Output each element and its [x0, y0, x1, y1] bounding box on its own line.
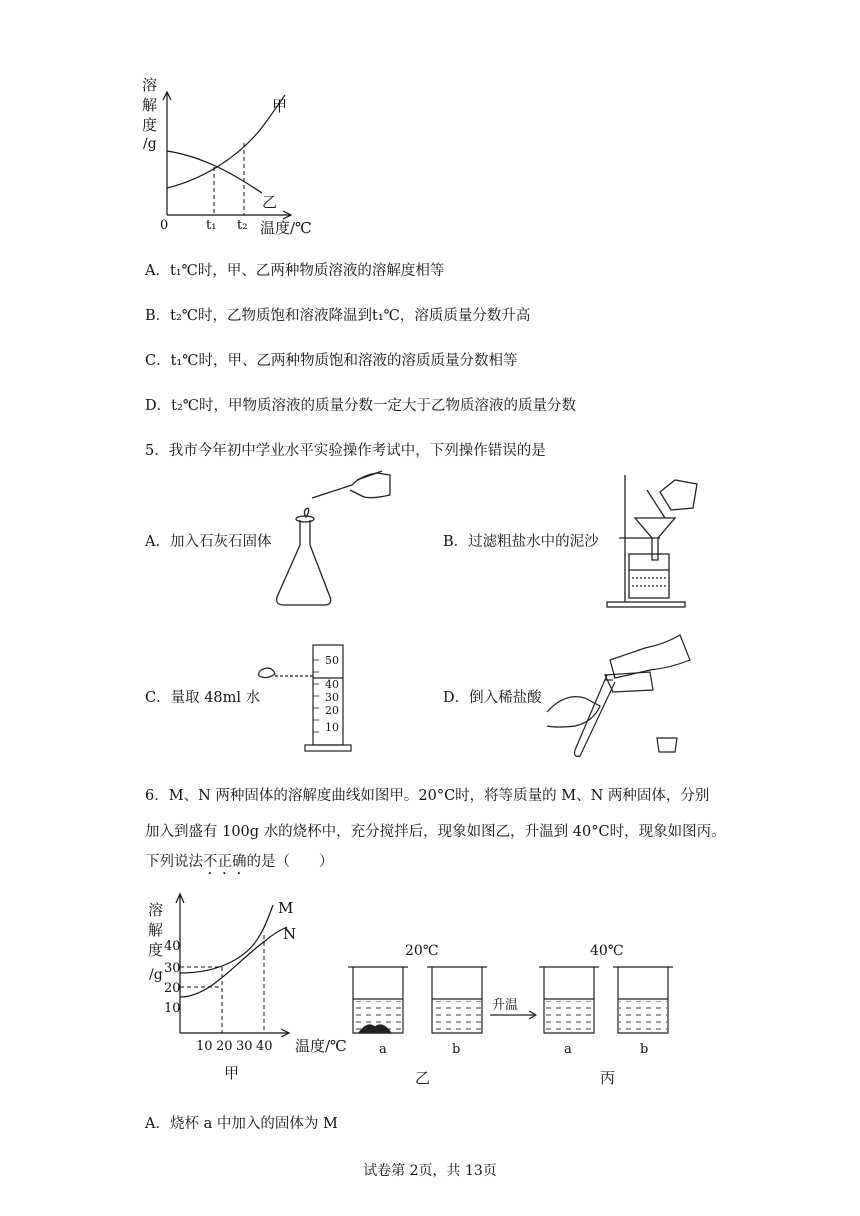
chart1-ylabel-1: 解: [142, 96, 158, 114]
chart2-xtick-20: 20: [216, 1039, 233, 1054]
chart2-ylabel-1: 解: [148, 921, 164, 939]
chart1-ylabel-2: 度: [142, 116, 158, 134]
beaker-temp-20: 20℃: [405, 943, 439, 959]
q4-option-d: [145, 394, 576, 415]
q6-option-a: A．烧杯 a 中加入的固体为 M: [145, 1116, 338, 1132]
chart1-curve-a-label: 甲: [272, 97, 288, 115]
q5-option-a: A．加入石灰石固体: [145, 534, 272, 550]
graduated-cylinder-illustration: [255, 640, 355, 755]
q4-option-a: [145, 259, 444, 280]
chart2-curve-m-label: M: [278, 899, 294, 917]
beaker-a-20c: [348, 967, 408, 1033]
q4-option-a-letter: A．: [145, 263, 170, 279]
cylinder-tick-10: 10: [325, 721, 339, 734]
cylinder-tick-50: 50: [325, 654, 339, 667]
beaker-caption-yi: 乙: [415, 1069, 431, 1087]
q5-option-d: D．倒入稀盐酸: [443, 690, 542, 706]
q4-option-b: [145, 304, 530, 325]
solubility-chart-1: [140, 75, 320, 240]
filtration-illustration: [605, 470, 715, 610]
q6-stem-line3: [145, 850, 334, 878]
beaker-temp-40: 40℃: [590, 943, 624, 959]
cylinder-tick-30: 30: [325, 691, 339, 704]
chart1-ylabel-0: 溶: [142, 76, 158, 94]
q6-stem-line2: 加入到盛有 100g 水的烧杯中，充分搅拌后，现象如图乙，升温到 40°C时，现象如图丙。: [145, 824, 726, 840]
chart2-ylabel-3: /g: [149, 967, 163, 983]
pouring-acid-illustration: [545, 630, 695, 760]
heating-arrow-label: 升温: [492, 998, 519, 1013]
q4-option-d-text: t₂℃时，甲物质溶液的质量分数一定大于乙物质溶液的质量分数: [171, 398, 576, 414]
chart2-ytick-30: 30: [164, 961, 181, 976]
chart2-xtick-30: 30: [236, 1039, 253, 1054]
chart2-xtick-40: 40: [256, 1039, 273, 1054]
beaker-label-a-left: a: [379, 1042, 387, 1057]
chart2-ytick-20: 20: [164, 981, 181, 996]
cylinder-tick-40: 40: [325, 678, 339, 691]
page-footer: 试卷第 2页，共 13页: [363, 1163, 497, 1179]
q4-option-c-letter: C．: [145, 353, 171, 369]
chart2-curve-n-label: N: [283, 925, 297, 943]
q4-option-d-letter: D．: [145, 398, 172, 414]
q6-stem-prefix: 下列说法: [145, 854, 203, 870]
chart1-ylabel-3: /g: [143, 136, 157, 152]
q4-option-c: [145, 349, 517, 370]
chart1-xtick-t1: t₁: [206, 218, 217, 233]
q4-option-b-text: t₂℃时，乙物质饱和溶液降温到t₁℃，溶质质量分数升高: [170, 308, 531, 324]
q5-stem: 5．我市今年初中学业水平实验操作考试中，下列操作错误的是: [145, 443, 546, 459]
q4-option-a-text: t₁℃时，甲、乙两种物质溶液的溶解度相等: [169, 263, 445, 279]
q4-option-b-letter: B．: [145, 308, 171, 324]
q6-stem-suffix: 的是（ ）: [246, 854, 334, 870]
chart2-ytick-40: 40: [164, 939, 181, 954]
flask-solid-illustration: [272, 465, 402, 610]
q5-option-c: C．量取 48ml 水: [145, 690, 261, 706]
beaker-caption-bing: 丙: [600, 1069, 616, 1087]
chart2-xlabel: 温度/℃: [295, 1037, 347, 1055]
q5-option-b: B．过滤粗盐水中的泥沙: [443, 534, 599, 550]
beaker-label-a-right: a: [564, 1042, 572, 1057]
beaker-label-b-right: b: [640, 1042, 649, 1057]
cylinder-tick-20: 20: [325, 704, 339, 717]
chart2-xtick-10: 10: [196, 1039, 213, 1054]
q6-stem-line1: 6．M、N 两种固体的溶解度曲线如图甲。20°C时，将等质量的 M、N 两种固体，分别: [145, 788, 710, 804]
solubility-chart-mn: [140, 885, 350, 1085]
chart2-ylabel-2: 度: [148, 941, 164, 959]
chart2-ytick-10: 10: [164, 1001, 181, 1016]
chart2-caption: 甲: [224, 1064, 240, 1082]
chart1-curve-b-label: 乙: [262, 193, 278, 211]
beaker-a-40c: [539, 967, 599, 1033]
beaker-b-40c: [613, 967, 673, 1033]
q4-option-c-text: t₁℃时，甲、乙两种物质饱和溶液的溶质质量分数相等: [170, 353, 518, 369]
chart1-xlabel: 温度/℃: [260, 219, 312, 237]
chart1-origin: 0: [160, 218, 169, 233]
q6-stem-emphasis: 不正确: [203, 854, 247, 870]
chart1-xtick-t2: t₂: [237, 218, 248, 233]
chart2-ylabel-0: 溶: [148, 901, 164, 919]
beakers-diagram: [345, 935, 675, 1090]
beaker-label-b-left: b: [452, 1042, 461, 1057]
beaker-b-20c: [427, 967, 487, 1033]
